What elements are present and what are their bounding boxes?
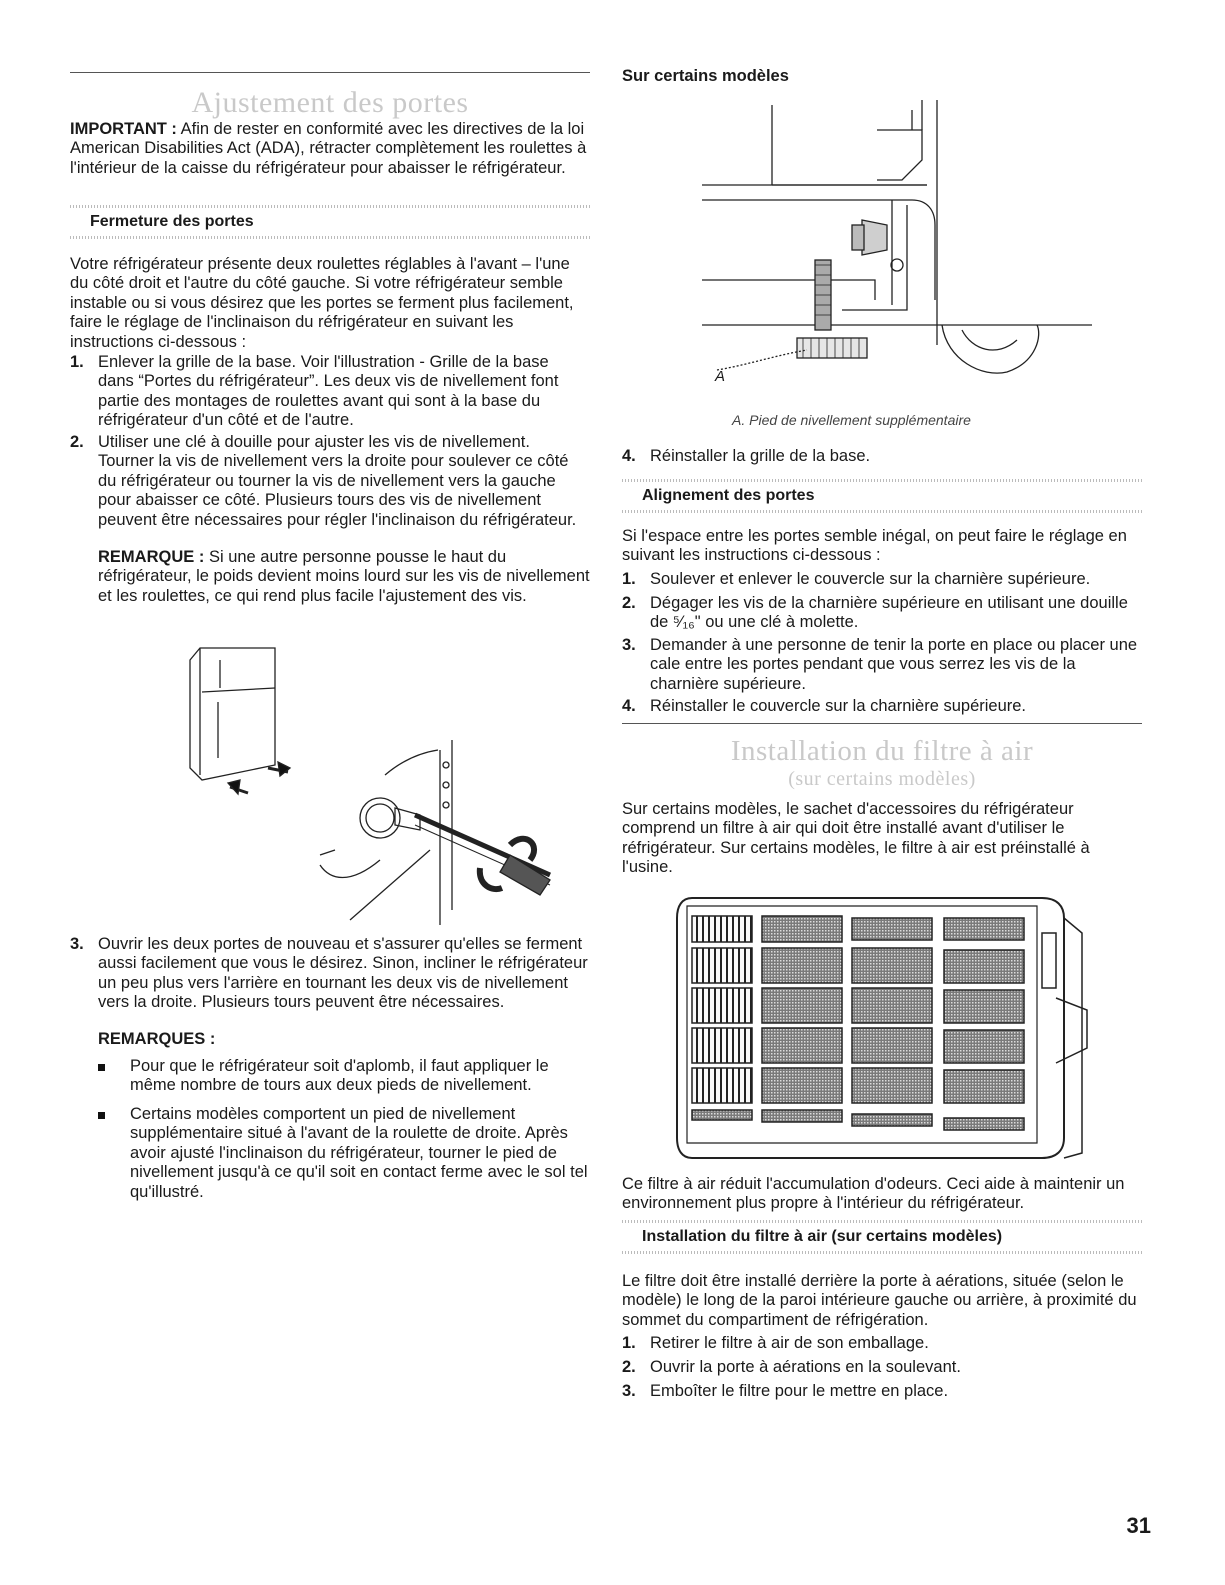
section-title-air-filter: Installation du filtre à air [730,735,1034,767]
bullet-text: Pour que le réfrigérateur soit d'aplomb, il faut appliquer le même nombre de tours aux deux pieds de nivellement. [130,1057,549,1095]
section-subtitle-air-filter: (sur certains modèles) [788,768,976,790]
step-text: Emboîter le filtre pour le mettre en place. [650,1382,949,1400]
bullet-text: Certains modèles comportent un pied de nivellement supplémentaire situé à l'avant de la roulette de droite. Après avoir ajusté l'inclinaison du réfrigérateur, tourner le pied de nivellement jusqu'à ce qu'il soit en contact ferme avec le sol tel qu'illustré. [130,1105,588,1201]
subheading-label: Installation du filtre à air (sur certains modèles) [642,1228,1003,1245]
figure-label-a: A [715,368,726,385]
some-models-heading: Sur certains modèles [622,67,789,85]
step-number: 4. [622,447,636,465]
step-text: Dégager les vis de la charnière supérieure en utilisant une douille de ⁵⁄₁₆" ou une clé à molette. [650,594,1128,632]
remark-label: REMARQUE : [98,548,205,566]
step-text: Ouvrir la porte à aérations en la soulevant. [650,1358,961,1376]
subheading-label: Fermeture des portes [90,213,254,230]
section-rule [622,723,1142,724]
section-title-door-adjustment: Ajustement des portes [191,86,469,119]
leveling-screw-illustration [180,640,590,925]
step-number: 2. [622,1358,636,1376]
closing-intro: Votre réfrigérateur présente deux roulettes réglables à l'avant – l'une du côté droit et l'autre du côté gauche. Si votre réfrigérateur semble instable ou si vous désirez que les portes se ferment plus facilement, faire le réglage de l'inclinaison du réfrigérateur en suivant les instructions ci-dessous : [70,255,574,351]
important-paragraph [70,120,590,178]
bullet-square [98,1112,105,1119]
step-number: 2. [622,594,636,612]
figure-caption: A. Pied de nivellement supplémentaire [732,412,971,428]
filter-intro: Sur certains modèles, le sachet d'accessoires du réfrigérateur comprend un filtre à air qui doit être installé avant d'utiliser le réfrigérateur. Sur certains modèles, le filtre à air est préinstallé à l'usine. [622,800,1090,877]
subheading-label: Alignement des portes [642,487,815,504]
subheading-closing-doors [70,205,590,239]
air-filter-illustration [672,888,1092,1173]
step-text: Réinstaller la grille de la base. [650,447,871,465]
step-number: 2. [70,433,84,451]
step-text: Utiliser une clé à douille pour ajuster les vis de nivellement. Tourner la vis de nivellement vers la droite pour soulever ce côté du réfrigérateur ou tourner la vis de nivellement vers la gauche pour abaisser ce côté. Plusieurs tours des vis de nivellement peuvent être nécessaires pour régler l'inclinaison du réfrigérateur. [98,433,577,529]
step-number: 1. [622,1334,636,1352]
leveling-foot-illustration [697,100,1092,400]
step-text: Retirer le filtre à air de son emballage. [650,1334,929,1352]
remarks-label: REMARQUES : [98,1030,216,1048]
subheading-filter-installation [622,1220,1142,1254]
install-intro: Le filtre doit être installé derrière la porte à aérations, située (selon le modèle) le long de la paroi intérieure gauche ou arrière, à proximité du sommet du compartiment de réfrigération. [622,1272,1137,1329]
important-label: IMPORTANT : [70,120,177,138]
step-text: Soulever et enlever le couvercle sur la charnière supérieure. [650,570,1091,588]
step-number: 1. [70,353,84,371]
filter-after-text: Ce filtre à air réduit l'accumulation d'odeurs. Ceci aide à maintenir un environnement plus propre à l'intérieur du réfrigérateur. [622,1175,1125,1213]
step-number: 4. [622,697,636,715]
remark-text: Si une autre personne pousse le haut du réfrigérateur, le poids devient moins lourd sur les vis de nivellement et les roulettes, ce qui rend plus facile l'ajustement des vis. [98,548,590,605]
step-number: 3. [70,935,84,953]
step-text: Ouvrir les deux portes de nouveau et s'assurer qu'elles se ferment aussi facilement que vous le désirez. Sinon, incliner le réfrigérateur un peu plus vers l'arrière en tournant les deux vis de nivellement vers la droite. Plusieurs tours peuvent être nécessaires. [98,935,588,1012]
step-text: Réinstaller le couvercle sur la charnière supérieure. [650,697,1027,715]
subheading-door-alignment [622,479,1142,513]
step-text: Enlever la grille de la base. Voir l'illustration - Grille de la base dans “Portes du réfrigérateur”. Les deux vis de nivellement font partie des montages de roulettes avant qui sont à la base du réfrigérateur d'un côté et de l'autre. [98,353,559,430]
page-number: 31 [1126,1513,1151,1538]
alignment-intro: Si l'espace entre les portes semble inégal, on peut faire le réglage en suivant les instructions ci-dessous : [622,527,1127,565]
step-number: 3. [622,636,636,654]
step-number: 1. [622,570,636,588]
step-number: 3. [622,1382,636,1400]
remark-paragraph [98,548,590,606]
step-text: Demander à une personne de tenir la porte en place ou placer une cale entre les portes pendant que vous serrez les vis de la charnière supérieure. [650,636,1138,693]
important-text: Afin de rester en conformité avec les directives de la loi American Disabilities Act (ADA), rétracter complètement les roulettes à l'intérieur de la caisse du réfrigérateur pour abaisser le réfrigérateur. [70,120,587,177]
top-rule [70,72,590,73]
bullet-square [98,1064,105,1071]
